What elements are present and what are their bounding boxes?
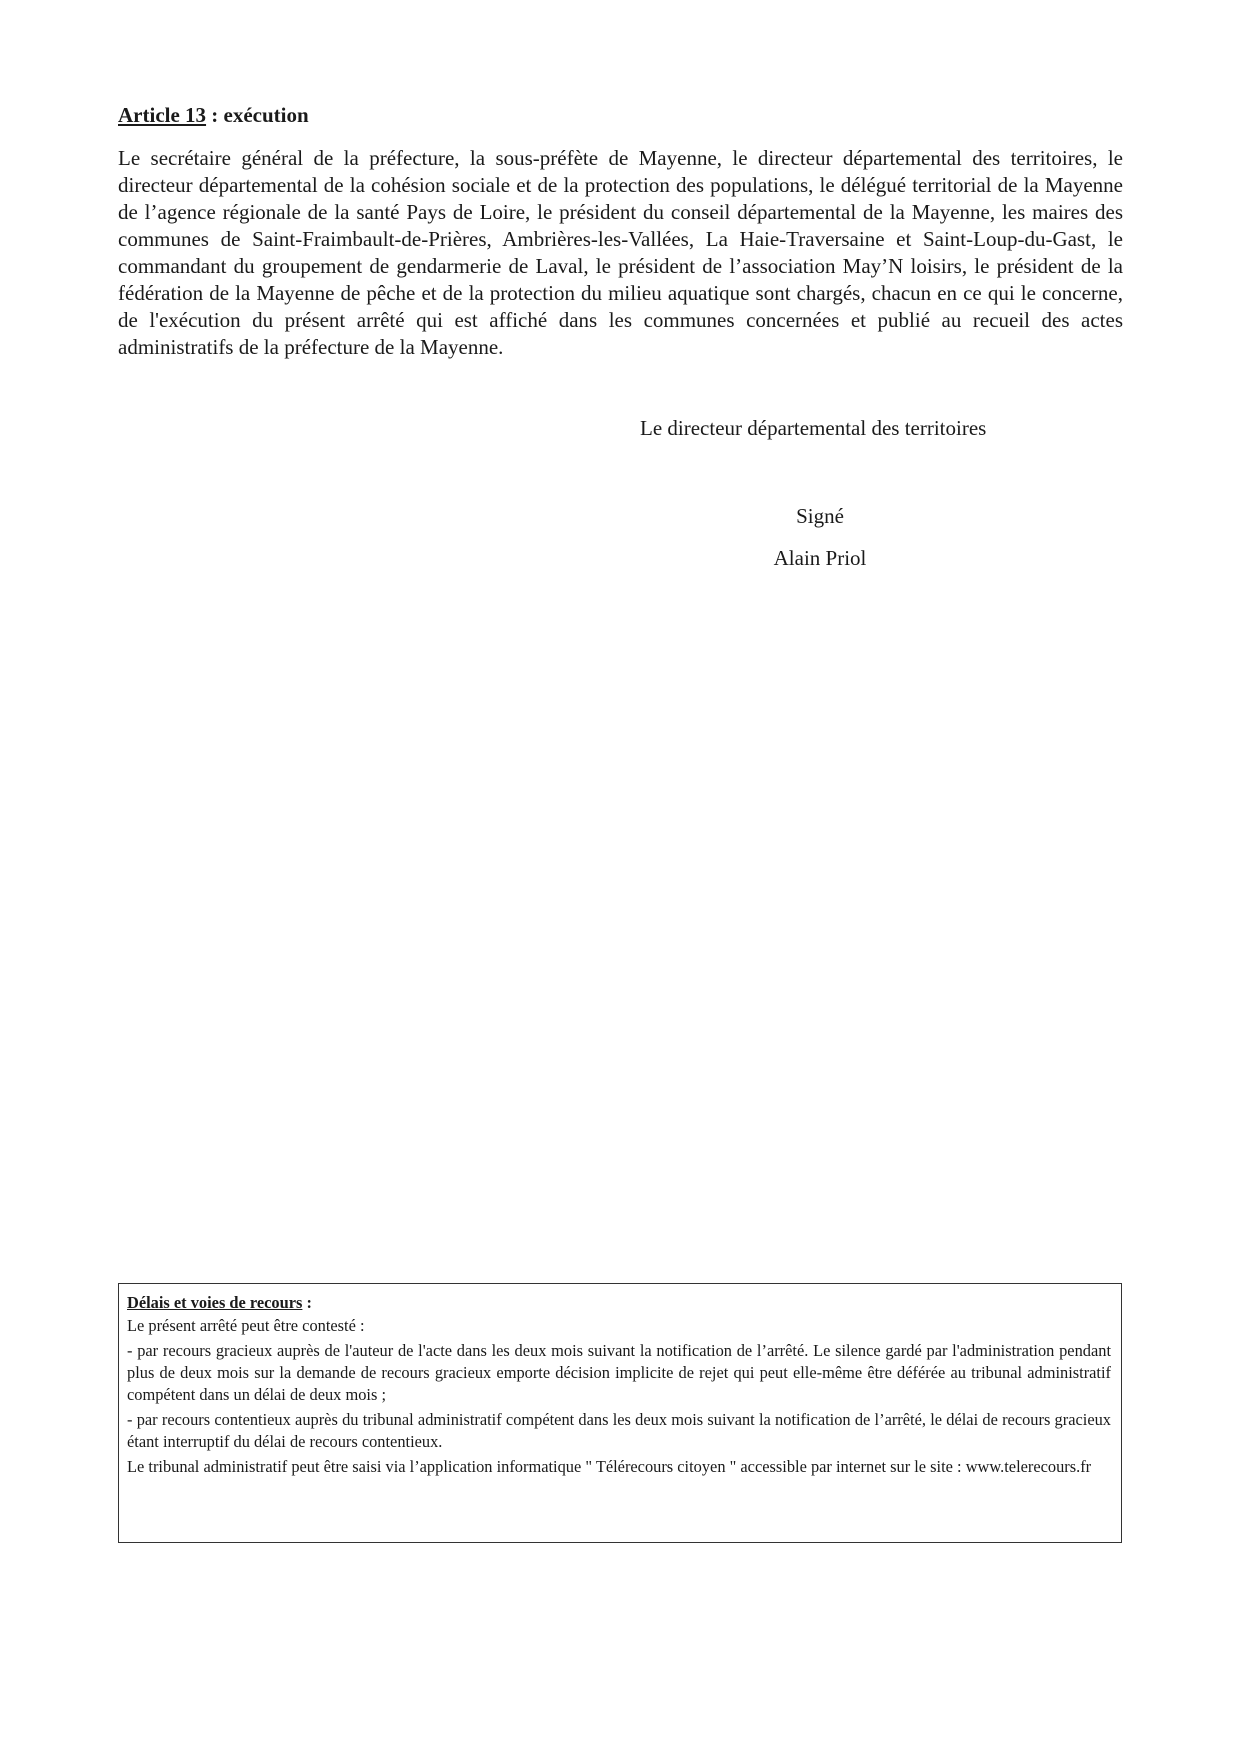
appeals-contentious-recourse: - par recours contentieux auprès du tribunal administratif compétent dans les deux mois suivant la notification de l’arrêté, le délai de recours gracieux étant interruptif du délai de recours contentieux. xyxy=(127,1410,1111,1451)
article-subject: : exécution xyxy=(206,103,309,127)
article-number: Article 13 xyxy=(118,103,207,127)
signatory-name: Alain Priol xyxy=(773,546,867,570)
appeals-heading-label: Délais et voies de recours xyxy=(127,1293,303,1312)
article-heading xyxy=(118,103,309,128)
signature-block xyxy=(640,416,1060,570)
appeals-heading xyxy=(127,1292,1111,1314)
appeals-box xyxy=(118,1283,1122,1543)
signed-mention: Signé xyxy=(796,504,844,528)
appeals-heading-colon: : xyxy=(302,1293,312,1312)
appeals-intro: Le présent arrêté peut être contesté : xyxy=(127,1316,365,1335)
signatory-role: Le directeur départemental des territoires xyxy=(640,416,987,440)
appeals-telerecours: Le tribunal administratif peut être saisi via l’application informatique " Télérecours citoyen " accessible par internet sur le site : www.telerecours.fr xyxy=(127,1457,1092,1476)
article-body: Le secrétaire général de la préfecture, la sous-préfète de Mayenne, le directeur départemental des territoires, le directeur départemental de la cohésion sociale et de la protection des populations, le délégué territorial de la Mayenne de l’agence régionale de la santé Pays de Loire, le président du conseil départemental de la Mayenne, les maires des communes de Saint-Fraimbault-de-Prières, Ambrières-les-Vallées, La Haie-Traversaine et Saint-Loup-du-Gast, le commandant du groupement de gendarmerie de Laval, le président de l’association May’N loisirs, le président de la fédération de la Mayenne de pêche et de la protection du milieu aquatique sont chargés, chacun en ce qui le concerne, de l'exécution du présent arrêté qui est affiché dans les communes concernées et publié au recueil des actes administratifs de la préfecture de la Mayenne. xyxy=(118,146,1123,359)
appeals-gracious-recourse: - par recours gracieux auprès de l'auteur de l'acte dans les deux mois suivant la notification de l’arrêté. Le silence gardé par l'administration pendant plus de deux mois sur la demande de recours gracieux emporte décision implicite de rejet qui peut elle-même être déférée au tribunal administratif compétent dans un délai de deux mois ; xyxy=(127,1341,1111,1404)
